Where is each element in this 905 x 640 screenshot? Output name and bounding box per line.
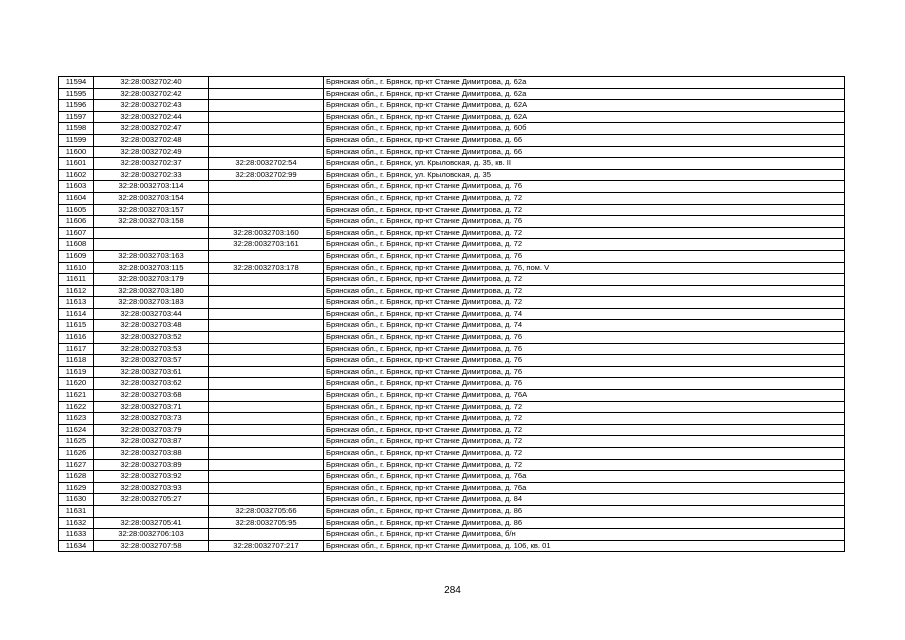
- row-number-cell: 11624: [59, 424, 94, 436]
- address-cell: Брянская обл., г. Брянск, пр-кт Станке Димитрова, д. 72: [324, 192, 845, 204]
- cadastral-number-cell: [94, 239, 209, 251]
- related-cadastral-number-cell: 32:28:0032702:54: [209, 158, 324, 170]
- cadastral-number-cell: 32:28:0032702:48: [94, 134, 209, 146]
- cadastral-number-cell: 32:28:0032703:68: [94, 390, 209, 402]
- table-row: [59, 262, 845, 274]
- related-cadastral-number-cell: [209, 77, 324, 89]
- cadastral-number-cell: 32:28:0032702:47: [94, 123, 209, 135]
- cadastral-number-cell: 32:28:0032703:71: [94, 401, 209, 413]
- table-row: [59, 436, 845, 448]
- cadastral-number-cell: 32:28:0032703:157: [94, 204, 209, 216]
- address-cell: Брянская обл., г. Брянск, пр-кт Станке Димитрова, д. 86: [324, 505, 845, 517]
- address-cell: Брянская обл., г. Брянск, пр-кт Станке Димитрова, д. 76: [324, 332, 845, 344]
- table-row: [59, 297, 845, 309]
- row-number-cell: 11595: [59, 88, 94, 100]
- row-number-cell: 11598: [59, 123, 94, 135]
- cadastral-number-cell: 32:28:0032703:115: [94, 262, 209, 274]
- related-cadastral-number-cell: 32:28:0032707:217: [209, 540, 324, 552]
- table-row: [59, 424, 845, 436]
- table-row: [59, 181, 845, 193]
- related-cadastral-number-cell: [209, 482, 324, 494]
- related-cadastral-number-cell: [209, 413, 324, 425]
- related-cadastral-number-cell: [209, 285, 324, 297]
- row-number-cell: 11623: [59, 413, 94, 425]
- related-cadastral-number-cell: 32:28:0032705:95: [209, 517, 324, 529]
- cadastral-number-cell: [94, 227, 209, 239]
- row-number-cell: 11605: [59, 204, 94, 216]
- table-row: [59, 216, 845, 228]
- related-cadastral-number-cell: [209, 88, 324, 100]
- address-cell: Брянская обл., г. Брянск, пр-кт Станке Димитрова, д. 72: [324, 459, 845, 471]
- row-number-cell: 11625: [59, 436, 94, 448]
- row-number-cell: 11620: [59, 378, 94, 390]
- table-row: [59, 332, 845, 344]
- table-row: [59, 100, 845, 112]
- cadastral-number-cell: 32:28:0032703:88: [94, 448, 209, 460]
- related-cadastral-number-cell: 32:28:0032705:66: [209, 505, 324, 517]
- row-number-cell: 11634: [59, 540, 94, 552]
- table-row: [59, 158, 845, 170]
- cadastral-number-cell: 32:28:0032703:61: [94, 366, 209, 378]
- related-cadastral-number-cell: [209, 100, 324, 112]
- related-cadastral-number-cell: [209, 181, 324, 193]
- address-cell: Брянская обл., г. Брянск, пр-кт Станке Димитрова, д. 76: [324, 355, 845, 367]
- address-cell: Брянская обл., г. Брянск, пр-кт Станке Димитрова, д. 72: [324, 239, 845, 251]
- cadastral-number-cell: [94, 505, 209, 517]
- table-row: [59, 192, 845, 204]
- table-row: [59, 494, 845, 506]
- table-row: [59, 482, 845, 494]
- address-cell: Брянская обл., г. Брянск, пр-кт Станке Димитрова, д. 84: [324, 494, 845, 506]
- cadastral-number-cell: 32:28:0032703:179: [94, 274, 209, 286]
- address-cell: Брянская обл., г. Брянск, пр-кт Станке Димитрова, д. 76: [324, 216, 845, 228]
- related-cadastral-number-cell: [209, 366, 324, 378]
- cadastral-number-cell: 32:28:0032703:180: [94, 285, 209, 297]
- table-row: [59, 529, 845, 541]
- row-number-cell: 11611: [59, 274, 94, 286]
- related-cadastral-number-cell: [209, 529, 324, 541]
- cadastral-number-cell: 32:28:0032703:79: [94, 424, 209, 436]
- address-cell: Брянская обл., г. Брянск, пр-кт Станке Димитрова, д. 76а: [324, 471, 845, 483]
- table-row: [59, 169, 845, 181]
- cadastral-number-cell: 32:28:0032702:37: [94, 158, 209, 170]
- address-cell: Брянская обл., г. Брянск, пр-кт Станке Димитрова, д. 72: [324, 424, 845, 436]
- address-cell: Брянская обл., г. Брянск, пр-кт Станке Димитрова, д. 72: [324, 274, 845, 286]
- address-cell: Брянская обл., г. Брянск, пр-кт Станке Димитрова, д. 74: [324, 320, 845, 332]
- cadastral-number-cell: 32:28:0032705:41: [94, 517, 209, 529]
- address-cell: Брянская обл., г. Брянск, пр-кт Станке Димитрова, д. 60б: [324, 123, 845, 135]
- cadastral-number-cell: 32:28:0032703:158: [94, 216, 209, 228]
- row-number-cell: 11617: [59, 343, 94, 355]
- table-row: [59, 227, 845, 239]
- related-cadastral-number-cell: 32:28:0032703:178: [209, 262, 324, 274]
- table-row: [59, 459, 845, 471]
- row-number-cell: 11594: [59, 77, 94, 89]
- table-row: [59, 285, 845, 297]
- related-cadastral-number-cell: [209, 471, 324, 483]
- row-number-cell: 11633: [59, 529, 94, 541]
- cadastral-number-cell: 32:28:0032703:57: [94, 355, 209, 367]
- row-number-cell: 11600: [59, 146, 94, 158]
- cadastral-number-cell: 32:28:0032706:103: [94, 529, 209, 541]
- registry-table-body: [59, 77, 845, 552]
- table-row: [59, 343, 845, 355]
- address-cell: Брянская обл., г. Брянск, пр-кт Станке Димитрова, б/н: [324, 529, 845, 541]
- table-row: [59, 111, 845, 123]
- address-cell: Брянская обл., г. Брянск, пр-кт Станке Димитрова, д. 72: [324, 436, 845, 448]
- row-number-cell: 11631: [59, 505, 94, 517]
- related-cadastral-number-cell: 32:28:0032703:160: [209, 227, 324, 239]
- address-cell: Брянская обл., г. Брянск, пр-кт Станке Димитрова, д. 72: [324, 204, 845, 216]
- cadastral-number-cell: 32:28:0032702:43: [94, 100, 209, 112]
- related-cadastral-number-cell: 32:28:0032702:99: [209, 169, 324, 181]
- address-cell: Брянская обл., г. Брянск, пр-кт Станке Димитрова, д. 76: [324, 343, 845, 355]
- related-cadastral-number-cell: [209, 134, 324, 146]
- address-cell: Брянская обл., г. Брянск, ул. Крыловская, д. 35, кв. II: [324, 158, 845, 170]
- table-row: [59, 401, 845, 413]
- row-number-cell: 11602: [59, 169, 94, 181]
- table-row: [59, 204, 845, 216]
- row-number-cell: 11601: [59, 158, 94, 170]
- address-cell: Брянская обл., г. Брянск, пр-кт Станке Димитрова, д. 106, кв. 01: [324, 540, 845, 552]
- address-cell: Брянская обл., г. Брянск, пр-кт Станке Димитрова, д. 62А: [324, 100, 845, 112]
- row-number-cell: 11597: [59, 111, 94, 123]
- cadastral-number-cell: 32:28:0032702:40: [94, 77, 209, 89]
- related-cadastral-number-cell: [209, 204, 324, 216]
- row-number-cell: 11630: [59, 494, 94, 506]
- address-cell: Брянская обл., г. Брянск, пр-кт Станке Димитрова, д. 72: [324, 297, 845, 309]
- related-cadastral-number-cell: [209, 355, 324, 367]
- table-row: [59, 250, 845, 262]
- cadastral-number-cell: 32:28:0032707:58: [94, 540, 209, 552]
- row-number-cell: 11606: [59, 216, 94, 228]
- table-row: [59, 517, 845, 529]
- row-number-cell: 11615: [59, 320, 94, 332]
- row-number-cell: 11621: [59, 390, 94, 402]
- table-row: [59, 448, 845, 460]
- address-cell: Брянская обл., г. Брянск, пр-кт Станке Димитрова, д. 72: [324, 401, 845, 413]
- table-row: [59, 274, 845, 286]
- related-cadastral-number-cell: [209, 424, 324, 436]
- table-row: [59, 77, 845, 89]
- cadastral-number-cell: 32:28:0032703:52: [94, 332, 209, 344]
- table-row: [59, 366, 845, 378]
- address-cell: Брянская обл., г. Брянск, пр-кт Станке Димитрова, д. 76: [324, 378, 845, 390]
- row-number-cell: 11632: [59, 517, 94, 529]
- row-number-cell: 11618: [59, 355, 94, 367]
- cadastral-number-cell: 32:28:0032702:49: [94, 146, 209, 158]
- row-number-cell: 11626: [59, 448, 94, 460]
- address-cell: Брянская обл., г. Брянск, пр-кт Станке Димитрова, д. 66: [324, 146, 845, 158]
- table-row: [59, 88, 845, 100]
- table-row: [59, 413, 845, 425]
- page-number: 284: [444, 585, 461, 596]
- address-cell: Брянская обл., г. Брянск, пр-кт Станке Димитрова, д. 76: [324, 366, 845, 378]
- related-cadastral-number-cell: 32:28:0032703:161: [209, 239, 324, 251]
- table-row: [59, 308, 845, 320]
- table-row: [59, 390, 845, 402]
- row-number-cell: 11614: [59, 308, 94, 320]
- row-number-cell: 11628: [59, 471, 94, 483]
- row-number-cell: 11612: [59, 285, 94, 297]
- related-cadastral-number-cell: [209, 332, 324, 344]
- table-row: [59, 378, 845, 390]
- related-cadastral-number-cell: [209, 378, 324, 390]
- cadastral-number-cell: 32:28:0032703:93: [94, 482, 209, 494]
- address-cell: Брянская обл., г. Брянск, пр-кт Станке Димитрова, д. 76, пом. V: [324, 262, 845, 274]
- cadastral-number-cell: 32:28:0032703:73: [94, 413, 209, 425]
- related-cadastral-number-cell: [209, 494, 324, 506]
- related-cadastral-number-cell: [209, 297, 324, 309]
- row-number-cell: 11622: [59, 401, 94, 413]
- property-registry-table: [58, 76, 845, 552]
- cadastral-number-cell: 32:28:0032703:48: [94, 320, 209, 332]
- related-cadastral-number-cell: [209, 123, 324, 135]
- address-cell: Брянская обл., г. Брянск, пр-кт Станке Димитрова, д. 62а: [324, 88, 845, 100]
- address-cell: Брянская обл., г. Брянск, пр-кт Станке Димитрова, д. 76а: [324, 482, 845, 494]
- cadastral-number-cell: 32:28:0032702:42: [94, 88, 209, 100]
- row-number-cell: 11616: [59, 332, 94, 344]
- row-number-cell: 11608: [59, 239, 94, 251]
- related-cadastral-number-cell: [209, 401, 324, 413]
- cadastral-number-cell: 32:28:0032702:44: [94, 111, 209, 123]
- cadastral-number-cell: 32:28:0032703:44: [94, 308, 209, 320]
- related-cadastral-number-cell: [209, 274, 324, 286]
- address-cell: Брянская обл., г. Брянск, пр-кт Станке Димитрова, д. 66: [324, 134, 845, 146]
- table-row: [59, 505, 845, 517]
- cadastral-number-cell: 32:28:0032702:33: [94, 169, 209, 181]
- address-cell: Брянская обл., г. Брянск, пр-кт Станке Димитрова, д. 72: [324, 413, 845, 425]
- table-row: [59, 123, 845, 135]
- related-cadastral-number-cell: [209, 459, 324, 471]
- cadastral-number-cell: 32:28:0032703:154: [94, 192, 209, 204]
- related-cadastral-number-cell: [209, 448, 324, 460]
- address-cell: Брянская обл., г. Брянск, пр-кт Станке Димитрова, д. 76А: [324, 390, 845, 402]
- address-cell: Брянская обл., г. Брянск, пр-кт Станке Димитрова, д. 76: [324, 250, 845, 262]
- address-cell: Брянская обл., г. Брянск, пр-кт Станке Димитрова, д. 74: [324, 308, 845, 320]
- cadastral-number-cell: 32:28:0032703:114: [94, 181, 209, 193]
- row-number-cell: 11627: [59, 459, 94, 471]
- address-cell: Брянская обл., г. Брянск, ул. Крыловская, д. 35: [324, 169, 845, 181]
- address-cell: Брянская обл., г. Брянск, пр-кт Станке Димитрова, д. 62А: [324, 111, 845, 123]
- related-cadastral-number-cell: [209, 320, 324, 332]
- address-cell: Брянская обл., г. Брянск, пр-кт Станке Димитрова, д. 76: [324, 181, 845, 193]
- related-cadastral-number-cell: [209, 192, 324, 204]
- table-row: [59, 355, 845, 367]
- cadastral-number-cell: 32:28:0032705:27: [94, 494, 209, 506]
- row-number-cell: 11599: [59, 134, 94, 146]
- row-number-cell: 11603: [59, 181, 94, 193]
- cadastral-number-cell: 32:28:0032703:89: [94, 459, 209, 471]
- address-cell: Брянская обл., г. Брянск, пр-кт Станке Димитрова, д. 72: [324, 448, 845, 460]
- row-number-cell: 11607: [59, 227, 94, 239]
- row-number-cell: 11609: [59, 250, 94, 262]
- related-cadastral-number-cell: [209, 111, 324, 123]
- address-cell: Брянская обл., г. Брянск, пр-кт Станке Димитрова, д. 72: [324, 227, 845, 239]
- row-number-cell: 11629: [59, 482, 94, 494]
- cadastral-number-cell: 32:28:0032703:163: [94, 250, 209, 262]
- table-row: [59, 471, 845, 483]
- table-row: [59, 540, 845, 552]
- address-cell: Брянская обл., г. Брянск, пр-кт Станке Димитрова, д. 62а: [324, 77, 845, 89]
- table-row: [59, 239, 845, 251]
- related-cadastral-number-cell: [209, 146, 324, 158]
- row-number-cell: 11613: [59, 297, 94, 309]
- table-row: [59, 134, 845, 146]
- table-row: [59, 146, 845, 158]
- cadastral-number-cell: 32:28:0032703:62: [94, 378, 209, 390]
- related-cadastral-number-cell: [209, 436, 324, 448]
- related-cadastral-number-cell: [209, 250, 324, 262]
- related-cadastral-number-cell: [209, 308, 324, 320]
- cadastral-number-cell: 32:28:0032703:183: [94, 297, 209, 309]
- cadastral-number-cell: 32:28:0032703:53: [94, 343, 209, 355]
- address-cell: Брянская обл., г. Брянск, пр-кт Станке Димитрова, д. 86: [324, 517, 845, 529]
- cadastral-number-cell: 32:28:0032703:92: [94, 471, 209, 483]
- table-row: [59, 320, 845, 332]
- related-cadastral-number-cell: [209, 343, 324, 355]
- row-number-cell: 11596: [59, 100, 94, 112]
- related-cadastral-number-cell: [209, 390, 324, 402]
- row-number-cell: 11604: [59, 192, 94, 204]
- related-cadastral-number-cell: [209, 216, 324, 228]
- cadastral-number-cell: 32:28:0032703:87: [94, 436, 209, 448]
- row-number-cell: 11610: [59, 262, 94, 274]
- row-number-cell: 11619: [59, 366, 94, 378]
- address-cell: Брянская обл., г. Брянск, пр-кт Станке Димитрова, д. 72: [324, 285, 845, 297]
